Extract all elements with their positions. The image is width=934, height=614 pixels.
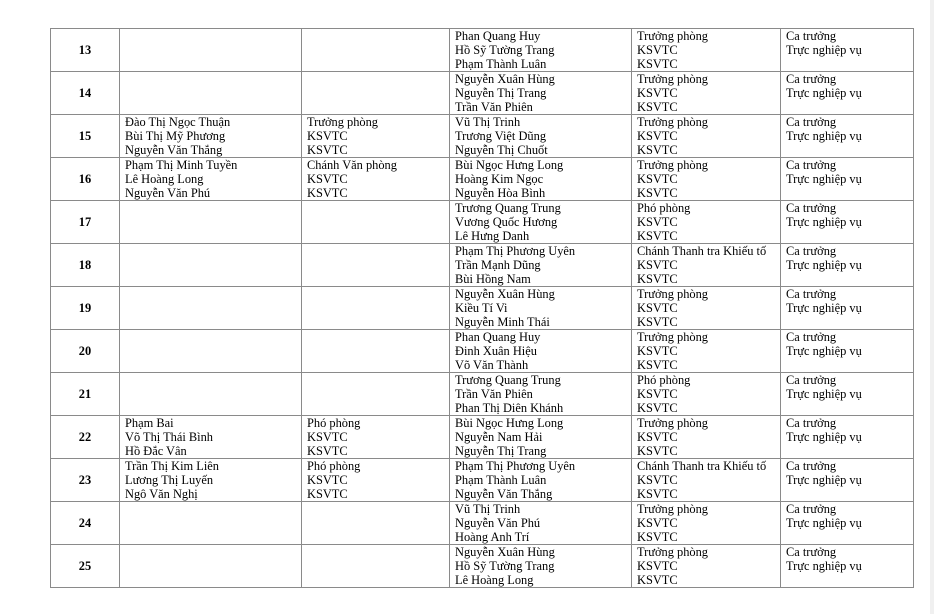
cell-line: Trực nghiệp vụ: [786, 172, 862, 186]
cell-line: Trực nghiệp vụ: [786, 258, 862, 272]
cell-line: Trưởng phòng: [637, 545, 708, 559]
cell-line: KSVTC: [637, 473, 678, 487]
table-row: [51, 330, 914, 373]
cell-line: Ca trưởng: [786, 287, 837, 301]
window-edge: [930, 0, 934, 614]
row-number: 17: [51, 201, 120, 244]
cell-line: Nguyễn Thị Chuốt: [455, 143, 548, 157]
duty-role-cell: [781, 115, 914, 158]
table-row: [51, 158, 914, 201]
row-number: 21: [51, 373, 120, 416]
cell-line: KSVTC: [637, 229, 678, 243]
cell-line: KSVTC: [637, 573, 678, 587]
table-row: [51, 115, 914, 158]
cell-line: Trực nghiệp vụ: [786, 301, 862, 315]
cell-line: Ca trưởng: [786, 373, 837, 387]
duty-role-cell: [781, 545, 914, 588]
cell-line: Phạm Thành Luân: [455, 473, 547, 487]
cell-line: Ca trưởng: [786, 29, 837, 43]
cell-line: KSVTC: [637, 301, 678, 315]
cell-line: KSVTC: [637, 57, 678, 71]
cell-line: Phan Thị Diên Khánh: [455, 401, 564, 415]
cell-line: Nguyễn Văn Phú: [125, 186, 211, 200]
row-number: 18: [51, 244, 120, 287]
row-number: 16: [51, 158, 120, 201]
cell-line: Bùi Hồng Nam: [455, 272, 531, 286]
cell-line: Ca trưởng: [786, 416, 837, 430]
cell-line: Võ Văn Thành: [455, 358, 529, 372]
cell-line: Trưởng phòng: [307, 115, 378, 129]
cell-line: Ca trưởng: [786, 158, 837, 172]
leader-name-cell: [120, 416, 302, 459]
cell-line: Trương Quang Trung: [455, 373, 561, 387]
duty-role-cell: [781, 373, 914, 416]
leader-name-cell: [120, 115, 302, 158]
cell-line: KSVTC: [637, 172, 678, 186]
cell-line: Trưởng phòng: [637, 158, 708, 172]
leader-name-cell: [120, 459, 302, 502]
cell-line: KSVTC: [307, 186, 348, 200]
cell-line: Trực nghiệp vụ: [786, 129, 862, 143]
cell-line: Phó phòng: [307, 416, 361, 430]
cell-line: KSVTC: [637, 215, 678, 229]
cell-line: KSVTC: [637, 401, 678, 415]
cell-line: Hồ Sỹ Tường Trang: [455, 43, 555, 57]
duty-role-cell: [781, 201, 914, 244]
leader-position-cell: [302, 72, 450, 115]
cell-line: KSVTC: [637, 387, 678, 401]
cell-line: Phan Quang Huy: [455, 330, 541, 344]
cell-line: KSVTC: [307, 473, 348, 487]
cell-line: Trưởng phòng: [637, 115, 708, 129]
duty-role-cell: [781, 244, 914, 287]
cell-line: Lê Hưng Danh: [455, 229, 530, 243]
leader-position-cell: [302, 459, 450, 502]
cell-line: KSVTC: [637, 86, 678, 100]
cell-line: Nguyễn Văn Thắng: [455, 487, 553, 501]
cell-line: Đào Thị Ngọc Thuận: [125, 115, 231, 129]
cell-line: Trưởng phòng: [637, 287, 708, 301]
leader-position-cell: [302, 115, 450, 158]
leader-name-cell: [120, 72, 302, 115]
cell-line: KSVTC: [637, 559, 678, 573]
cell-line: Trần Văn Phiên: [455, 100, 533, 114]
cell-line: Lê Hoàng Long: [125, 172, 204, 186]
leader-name-cell: [120, 29, 302, 72]
cell-line: Trực nghiệp vụ: [786, 387, 862, 401]
duty-staff-position-cell: [632, 158, 781, 201]
cell-line: Chánh Thanh tra Khiếu tố: [637, 244, 767, 258]
duty-role-cell: [781, 29, 914, 72]
cell-line: KSVTC: [637, 100, 678, 114]
cell-line: Hoàng Anh Trí: [455, 530, 530, 544]
cell-line: KSVTC: [637, 258, 678, 272]
cell-line: KSVTC: [637, 430, 678, 444]
row-number: 22: [51, 416, 120, 459]
cell-line: Võ Thị Thái Bình: [125, 430, 213, 444]
duty-staff-name-cell: [450, 244, 632, 287]
cell-line: Nguyễn Minh Thái: [455, 315, 550, 329]
leader-name-cell: [120, 330, 302, 373]
cell-line: Trực nghiệp vụ: [786, 473, 862, 487]
duty-staff-name-cell: [450, 115, 632, 158]
cell-line: Trực nghiệp vụ: [786, 430, 862, 444]
cell-line: Trưởng phòng: [637, 416, 708, 430]
duty-staff-name-cell: [450, 373, 632, 416]
cell-line: Trần Mạnh Dũng: [455, 258, 541, 272]
cell-line: Trưởng phòng: [637, 330, 708, 344]
cell-line: Nguyễn Xuân Hùng: [455, 287, 555, 301]
cell-line: KSVTC: [637, 315, 678, 329]
cell-line: KSVTC: [637, 487, 678, 501]
cell-line: Phạm Thành Luân: [455, 57, 547, 71]
cell-line: Nguyễn Hòa Bình: [455, 186, 546, 200]
row-number: 20: [51, 330, 120, 373]
cell-line: Ca trưởng: [786, 330, 837, 344]
leader-position-cell: [302, 29, 450, 72]
cell-line: Phan Quang Huy: [455, 29, 541, 43]
table-row: [51, 244, 914, 287]
duty-role-cell: [781, 287, 914, 330]
cell-line: Phó phòng: [637, 201, 691, 215]
leader-name-cell: [120, 201, 302, 244]
row-number: 25: [51, 545, 120, 588]
row-number: 13: [51, 29, 120, 72]
cell-line: Nguyễn Văn Thắng: [125, 143, 223, 157]
cell-line: Phạm Thị Phương Uyên: [455, 244, 576, 258]
cell-line: Ca trưởng: [786, 201, 837, 215]
cell-line: KSVTC: [637, 186, 678, 200]
cell-line: Bùi Ngọc Hưng Long: [455, 158, 564, 172]
cell-line: Nguyễn Thị Trang: [455, 86, 547, 100]
duty-staff-position-cell: [632, 29, 781, 72]
cell-line: Nguyễn Văn Phú: [455, 516, 541, 530]
cell-line: Trực nghiệp vụ: [786, 516, 862, 530]
table-row: [51, 373, 914, 416]
table-row: [51, 416, 914, 459]
duty-staff-name-cell: [450, 502, 632, 545]
cell-line: Nguyễn Nam Hải: [455, 430, 543, 444]
cell-line: Vương Quốc Hương: [455, 215, 558, 229]
cell-line: Trưởng phòng: [637, 502, 708, 516]
duty-role-cell: [781, 72, 914, 115]
cell-line: KSVTC: [307, 430, 348, 444]
leader-name-cell: [120, 545, 302, 588]
cell-line: Trần Văn Phiên: [455, 387, 533, 401]
cell-line: Chánh Thanh tra Khiếu tố: [637, 459, 767, 473]
table-row: [51, 72, 914, 115]
duty-role-cell: [781, 158, 914, 201]
cell-line: Ngô Văn Nghị: [125, 487, 198, 501]
cell-line: Nguyễn Thị Trang: [455, 444, 547, 458]
duty-staff-name-cell: [450, 72, 632, 115]
cell-line: Trực nghiệp vụ: [786, 559, 862, 573]
duty-staff-position-cell: [632, 115, 781, 158]
cell-line: Nguyễn Xuân Hùng: [455, 72, 555, 86]
duty-role-cell: [781, 416, 914, 459]
cell-line: Phó phòng: [307, 459, 361, 473]
cell-line: Trực nghiệp vụ: [786, 215, 862, 229]
cell-line: Hoàng Kim Ngọc: [455, 172, 544, 186]
duty-staff-name-cell: [450, 201, 632, 244]
duty-staff-name-cell: [450, 29, 632, 72]
cell-line: KSVTC: [637, 444, 678, 458]
cell-line: Ca trưởng: [786, 545, 837, 559]
duty-staff-name-cell: [450, 287, 632, 330]
table-row: [51, 29, 914, 72]
cell-line: KSVTC: [307, 172, 348, 186]
duty-staff-name-cell: [450, 158, 632, 201]
cell-line: KSVTC: [637, 516, 678, 530]
cell-line: Trực nghiệp vụ: [786, 344, 862, 358]
duty-role-cell: [781, 502, 914, 545]
cell-line: KSVTC: [307, 444, 348, 458]
cell-line: KSVTC: [637, 143, 678, 157]
leader-position-cell: [302, 158, 450, 201]
cell-line: Phạm Thị Phương Uyên: [455, 459, 576, 473]
table-row: [51, 201, 914, 244]
cell-line: Trực nghiệp vụ: [786, 86, 862, 100]
cell-line: Nguyễn Xuân Hùng: [455, 545, 555, 559]
duty-staff-position-cell: [632, 459, 781, 502]
leader-position-cell: [302, 416, 450, 459]
table-row: [51, 545, 914, 588]
duty-staff-position-cell: [632, 72, 781, 115]
duty-staff-name-cell: [450, 459, 632, 502]
duty-roster-table: [50, 28, 914, 588]
duty-staff-position-cell: [632, 373, 781, 416]
leader-position-cell: [302, 287, 450, 330]
duty-role-cell: [781, 330, 914, 373]
duty-staff-position-cell: [632, 330, 781, 373]
leader-name-cell: [120, 373, 302, 416]
cell-line: Chánh Văn phòng: [307, 158, 397, 172]
cell-line: Trưởng phòng: [637, 29, 708, 43]
row-number: 24: [51, 502, 120, 545]
cell-line: KSVTC: [637, 43, 678, 57]
cell-line: Vũ Thị Trinh: [455, 115, 521, 129]
row-number: 23: [51, 459, 120, 502]
leader-name-cell: [120, 244, 302, 287]
table-row: [51, 287, 914, 330]
row-number: 15: [51, 115, 120, 158]
leader-position-cell: [302, 502, 450, 545]
duty-staff-position-cell: [632, 287, 781, 330]
cell-line: KSVTC: [637, 358, 678, 372]
cell-line: Phó phòng: [637, 373, 691, 387]
row-number: 14: [51, 72, 120, 115]
cell-line: Trương Quang Trung: [455, 201, 561, 215]
cell-line: KSVTC: [307, 487, 348, 501]
cell-line: Lê Hoàng Long: [455, 573, 534, 587]
table-row: [51, 459, 914, 502]
cell-line: Trưởng phòng: [637, 72, 708, 86]
cell-line: Trực nghiệp vụ: [786, 43, 862, 57]
duty-staff-position-cell: [632, 545, 781, 588]
leader-position-cell: [302, 244, 450, 287]
table-row: [51, 502, 914, 545]
cell-line: Vũ Thị Trinh: [455, 502, 521, 516]
leader-position-cell: [302, 330, 450, 373]
cell-line: Đinh Xuân Hiệu: [455, 344, 537, 358]
cell-line: Phạm Bai: [125, 416, 174, 430]
cell-line: Trương Việt Dũng: [455, 129, 547, 143]
duty-role-cell: [781, 459, 914, 502]
cell-line: Phạm Thị Minh Tuyền: [125, 158, 238, 172]
cell-line: KSVTC: [307, 143, 348, 157]
duty-staff-position-cell: [632, 502, 781, 545]
cell-line: Lương Thị Luyến: [125, 473, 214, 487]
leader-name-cell: [120, 158, 302, 201]
duty-staff-position-cell: [632, 201, 781, 244]
leader-position-cell: [302, 373, 450, 416]
roster-rows: [51, 29, 914, 588]
cell-line: Ca trưởng: [786, 72, 837, 86]
cell-line: Ca trưởng: [786, 502, 837, 516]
cell-line: KSVTC: [637, 129, 678, 143]
cell-line: Hồ Sỹ Tường Trang: [455, 559, 555, 573]
cell-line: KSVTC: [307, 129, 348, 143]
cell-line: Bùi Ngọc Hưng Long: [455, 416, 564, 430]
duty-staff-name-cell: [450, 416, 632, 459]
leader-name-cell: [120, 287, 302, 330]
cell-line: KSVTC: [637, 530, 678, 544]
duty-staff-name-cell: [450, 545, 632, 588]
cell-line: Trần Thị Kim Liên: [125, 459, 219, 473]
duty-staff-position-cell: [632, 244, 781, 287]
cell-line: KSVTC: [637, 344, 678, 358]
cell-line: Ca trưởng: [786, 244, 837, 258]
cell-line: Kiều Tí Vi: [455, 301, 508, 315]
leader-name-cell: [120, 502, 302, 545]
row-number: 19: [51, 287, 120, 330]
duty-staff-name-cell: [450, 330, 632, 373]
cell-line: KSVTC: [637, 272, 678, 286]
cell-line: Ca trưởng: [786, 115, 837, 129]
cell-line: Bùi Thị Mỹ Phương: [125, 129, 226, 143]
duty-staff-position-cell: [632, 416, 781, 459]
cell-line: Hồ Đắc Vân: [125, 444, 187, 458]
cell-line: Ca trưởng: [786, 459, 837, 473]
leader-position-cell: [302, 545, 450, 588]
leader-position-cell: [302, 201, 450, 244]
